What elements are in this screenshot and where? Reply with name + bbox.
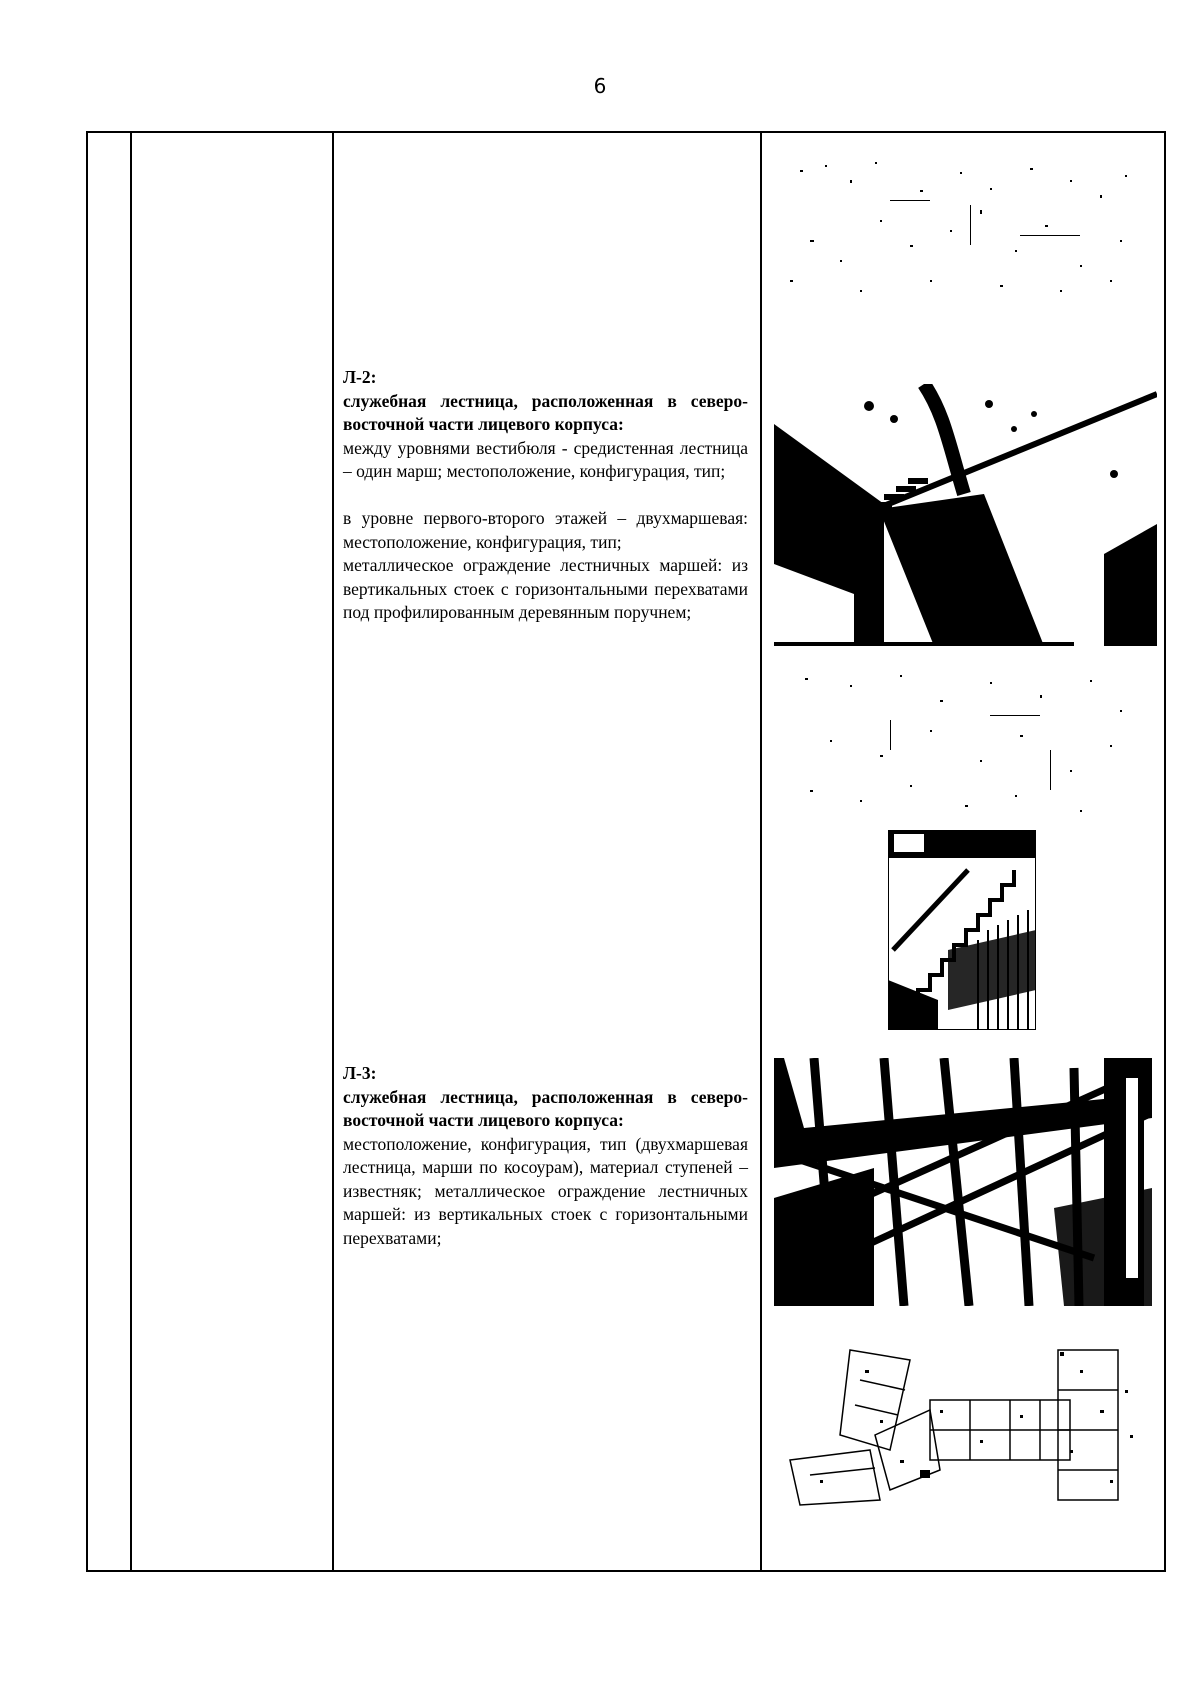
- staircase-photo-1: [774, 384, 1157, 646]
- entry-paragraph: в уровне первого-второго этажей – двухмаршевая: местоположение, конфигурация, тип;: [343, 508, 748, 552]
- column-divider-1: [130, 133, 132, 1570]
- entry-code: Л-2:: [343, 367, 377, 387]
- entry-code: Л-3:: [343, 1063, 377, 1083]
- entry-paragraph: между уровнями вестибюля - средистенная лестница – один марш; местоположение, конфигурация, тип;: [343, 437, 748, 481]
- page-number: 6: [593, 74, 607, 98]
- entry-l2-description: [343, 366, 748, 625]
- floor-plan-fragment-image: [780, 150, 1160, 310]
- railing-photo: [774, 1058, 1152, 1306]
- entry-l3-description: [343, 1062, 748, 1250]
- column-divider-2: [332, 133, 334, 1570]
- floor-plan-fragment-image: [790, 660, 1140, 825]
- entry-heading: служебная лестница, расположенная в северо-восточной части лицевого корпуса:: [343, 390, 748, 434]
- building-floor-plan-image: [780, 1340, 1150, 1510]
- entry-paragraph: металлическое ограждение лестничных маршей: из вертикальных стоек с горизонтальными перехватами под профилированным деревянным поручнем;: [343, 555, 748, 622]
- staircase-photo-2: [888, 830, 1036, 1030]
- entry-paragraph: местоположение, конфигурация, тип (двухмаршевая лестница, марши по косоурам), материал ступеней – известняк; металлическое ограждение лестничных маршей: из вертикальных стоек с горизонтальными перехватами;: [343, 1133, 748, 1248]
- column-divider-3: [760, 133, 762, 1570]
- entry-heading: служебная лестница, расположенная в северо-восточной части лицевого корпуса:: [343, 1086, 748, 1130]
